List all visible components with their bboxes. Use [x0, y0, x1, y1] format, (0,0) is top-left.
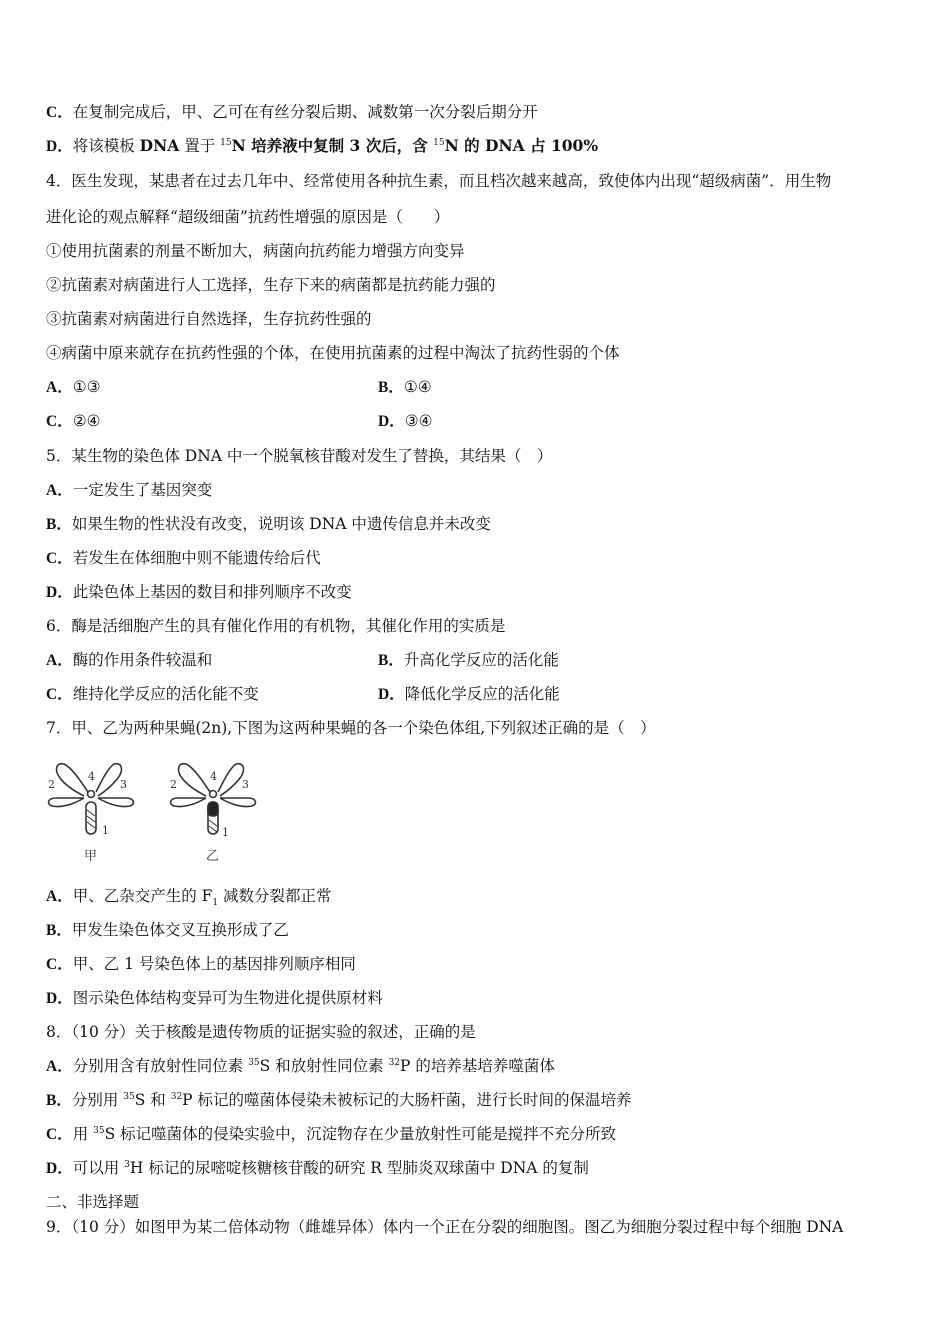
q4-option-c: C．②④: [46, 412, 101, 430]
chromosome-3b-jia: [98, 798, 133, 807]
caption-yi: 乙: [206, 849, 220, 864]
q5-stem: 5．某生物的染色体 DNA 中一个脱氧核苷酸对发生了替换，其结果（ ）: [46, 447, 553, 465]
q6-option-a: A．酶的作用条件较温和: [46, 651, 213, 669]
label-3-jia: 3: [120, 778, 127, 791]
caption-jia: 甲: [84, 849, 98, 864]
label-4-yi: 4: [210, 770, 217, 783]
q4-option-d: D．③④: [378, 412, 433, 430]
q6-option-c: C．维持化学反应的活化能不变: [46, 685, 259, 703]
chromosome-3-jia: [96, 764, 121, 796]
chromosome-3-yi: [218, 764, 243, 796]
q6-option-d: D．降低化学反应的活化能: [378, 685, 560, 703]
q7-option-b: B．甲发生染色体交叉互换形成了乙: [46, 921, 289, 939]
q5-option-d: D．此染色体上基因的数目和排列顺序不改变: [46, 583, 352, 601]
label-2-jia: 2: [48, 778, 55, 791]
q8-option-d: D．可以用 $^3$H 标记的尿嘧啶核糖核苷酸的研究 R 型肺炎双球菌中 DNA 的复制: [46, 1159, 589, 1177]
chromosome-1-jia: [86, 802, 96, 834]
chromosome-2b-jia: [49, 798, 84, 807]
q9-stem: 9．（10 分）如图甲为某二倍体动物（雌雄异体）体内一个正在分裂的细胞图。图乙为细胞分裂过程中每个细胞 DNA: [46, 1218, 844, 1236]
q4-option-b: B．①④: [378, 378, 432, 396]
q5-option-a: A．一定发生了基因突变: [46, 481, 213, 499]
chromosome-1-dark-band-yi: [208, 802, 218, 816]
q4-stem-line2: 进化论的观点解释“超级细菌”抗药性增强的原因是（ ）: [46, 208, 450, 226]
chromosome-3b-yi: [220, 798, 255, 807]
q7-stem: 7．甲、乙为两种果蝇(2n),下图为这两种果蝇的各一个染色体组,下列叙述正确的是（ ）: [46, 719, 656, 737]
q4-stem-line1: 4．医生发现，某患者在过去几年中、经常使用各种抗生素，而且档次越来越高，致使体内出现“超级病菌”．用生物: [46, 172, 832, 190]
chromosome-4-yi: [210, 791, 217, 798]
q4-statement-3: ③抗菌素对病菌进行自然选择，生存抗药性强的: [46, 310, 372, 328]
chromosome-2b-yi: [171, 798, 206, 807]
label-4-jia: 4: [88, 770, 95, 783]
chromosome-set-figure: [44, 750, 274, 870]
q3-option-c: C．在复制完成后，甲、乙可在有丝分裂后期、减数第一次分裂后期分开: [46, 103, 538, 121]
q5-option-c: C．若发生在体细胞中则不能遗传给后代: [46, 549, 321, 567]
q4-statement-1: ①使用抗菌素的剂量不断加大，病菌向抗药能力增强方向变异: [46, 242, 465, 260]
q8-option-c: C．用 $^{35}$S 标记噬菌体的侵染实验中，沉淀物存在少量放射性可能是搅拌不充分所致: [46, 1125, 617, 1143]
label-2-yi: 2: [170, 778, 177, 791]
label-1-yi: 1: [222, 826, 229, 839]
label-1-jia: 1: [102, 824, 109, 837]
q8-stem: 8．（10 分）关于核酸是遗传物质的证据实验的叙述，正确的是: [46, 1023, 476, 1041]
q7-option-d: D．图示染色体结构变异可为生物进化提供原材料: [46, 989, 383, 1007]
chromosome-2-yi: [179, 764, 210, 796]
chromosome-2-jia: [57, 764, 88, 796]
q4-statement-2: ②抗菌素对病菌进行人工选择，生存下来的病菌都是抗药能力强的: [46, 276, 496, 294]
q3-option-d: D．将该模板 DNA 置于 $^{15}$N 培养液中复制 3 次后，含 $^{15}$N 的 DNA 占 100%: [46, 136, 599, 155]
q4-option-a: A．①③: [46, 378, 101, 396]
section-heading-nonchoice: 二、非选择题: [46, 1193, 140, 1211]
q6-stem: 6．酶是活细胞产生的具有催化作用的有机物，其催化作用的实质是: [46, 617, 506, 635]
q8-option-b: B．分别用 $^{35}$S 和 $^{32}$P 标记的噬菌体侵染未被标记的大肠杆菌，进行长时间的保温培养: [46, 1091, 632, 1109]
q8-option-a: A．分别用含有放射性同位素 $^{35}$S 和放射性同位素 $^{32}$P 的培养基培养噬菌体: [46, 1057, 555, 1075]
label-3-yi: 3: [242, 778, 249, 791]
q7-option-a: A．甲、乙杂交产生的 $F_1$ 减数分裂都正常: [46, 887, 332, 909]
q4-statement-4: ④病菌中原来就存在抗药性强的个体，在使用抗菌素的过程中淘汰了抗药性弱的个体: [46, 344, 620, 362]
chromosome-4-jia: [88, 791, 95, 798]
q5-option-b: B．如果生物的性状没有改变，说明该 DNA 中遗传信息并未改变: [46, 515, 491, 533]
q6-option-b: B．升高化学反应的活化能: [378, 651, 559, 669]
q7-option-c: C．甲、乙 1 号染色体上的基因排列顺序相同: [46, 955, 356, 973]
